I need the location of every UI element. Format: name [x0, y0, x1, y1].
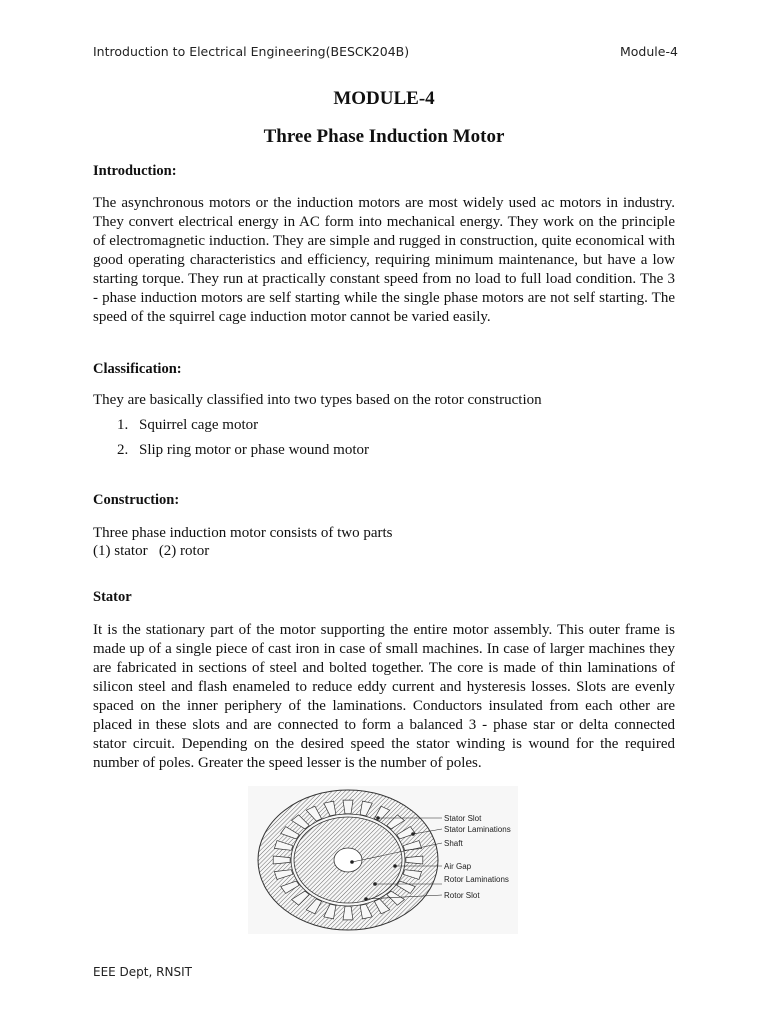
stator-rotor-diagram [248, 786, 518, 934]
page-title: MODULE-4 [333, 88, 435, 109]
construction-line-2: (1) stator (2) rotor [93, 543, 210, 559]
label-stator-laminations: Stator Laminations [444, 825, 511, 834]
classification-heading: Classification: [93, 361, 182, 377]
list-label: Squirrel cage motor [139, 417, 259, 433]
page-subtitle: Three Phase Induction Motor [263, 126, 505, 147]
running-header-title: Introduction to Electrical Engineering(BESCK204B) [93, 44, 410, 59]
stator-slot [406, 856, 423, 864]
list-item [117, 442, 369, 459]
list-item [117, 417, 258, 434]
label-shaft: Shaft [444, 839, 463, 848]
induction-motor-cross-section [248, 786, 518, 934]
stator-heading: Stator [93, 589, 132, 605]
stator-slot [273, 856, 290, 864]
label-stator-slot: Stator Slot [444, 814, 482, 823]
label-rotor-slot: Rotor Slot [444, 891, 480, 900]
stator-paragraph: It is the stationary part of the motor supporting the entire motor assembly. This outer frame is made up of a single piece of cast iron in case of small machines. In case of larger machines they are fabricated in sections of steel and bolted together. The core is made of thin laminations of silicon steel and flash enameled to reduce eddy current and hysteresis losses. Slots are evenly spaced on the inner periphery of the laminations. Conductors insulated from each other are placed in these slots and are connected to form a balanced 3 - phase star or delta connected stator circuit. Depending on the desired speed the stator winding is wound for the required number of poles. Greater the speed lesser is the number of poles. [93, 622, 675, 771]
list-label: Slip ring motor or phase wound motor [139, 442, 369, 458]
label-air-gap: Air Gap [444, 862, 472, 871]
introduction-paragraph: The asynchronous motors or the induction motors are most widely used ac motors in industry. They convert electrical energy in AC form into mechanical energy. They work on the principle of electromagnetic induction. They are simple and rugged in construction, quite economical with good operating characteristics and efficiency, requiring minimum maintenance, but have a low starting torque. They run at practically constant speed from no load to full load condition. The 3 - phase induction motors are self starting while the single phase motors are not self starting. The speed of the squirrel cage induction motor cannot be varied easily. [93, 195, 675, 325]
list-number: 2. [117, 442, 129, 458]
page-footer: EEE Dept, RNSIT [93, 965, 192, 979]
classification-paragraph: They are basically classified into two types based on the rotor construction [93, 392, 542, 408]
running-header-module: Module-4 [620, 44, 678, 59]
stator-slot [343, 800, 353, 814]
shaft [334, 848, 362, 872]
label-rotor-laminations: Rotor Laminations [444, 875, 509, 884]
construction-heading: Construction: [93, 492, 180, 508]
stator-slot [343, 906, 353, 920]
introduction-heading: Introduction: [93, 163, 177, 179]
construction-line-1: Three phase induction motor consists of two parts [93, 525, 393, 541]
list-number: 1. [117, 417, 129, 433]
